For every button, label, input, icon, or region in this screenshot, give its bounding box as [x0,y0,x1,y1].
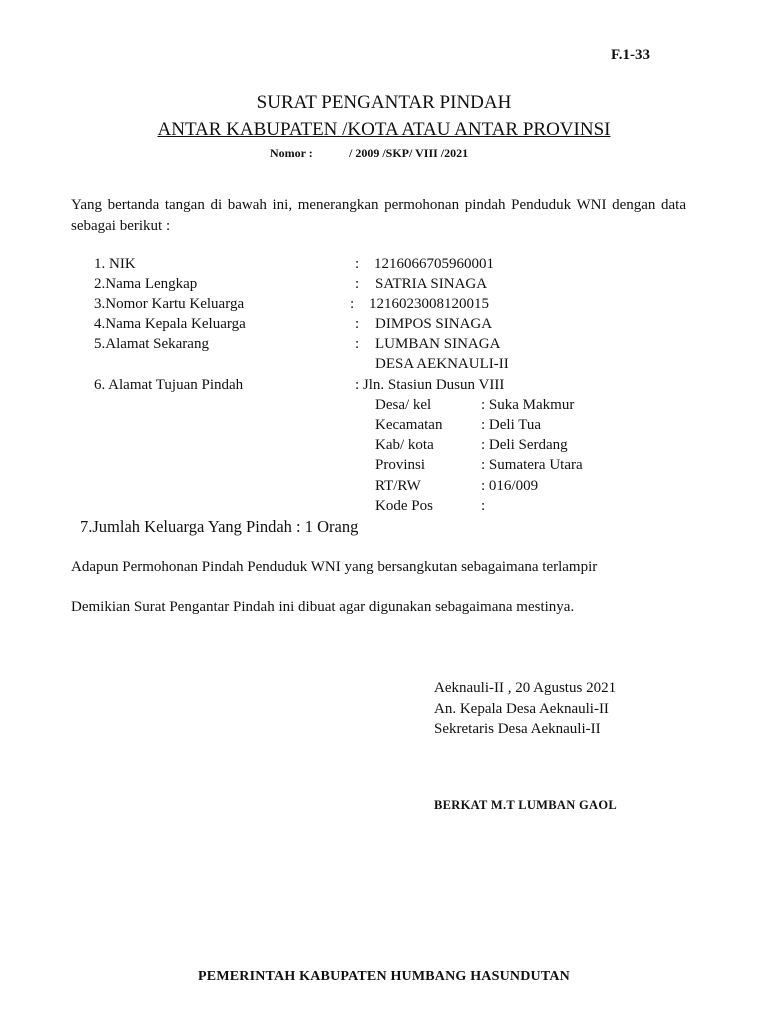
detail-value: : [481,498,486,514]
paragraph-demikian: Demikian Surat Pengantar Pindah ini dibuat agar digunakan sebagaimana mestinya. [71,599,575,615]
field-label: 2.Nama Lengkap [94,276,198,292]
document-title: SURAT PENGANTAR PINDAH [256,92,512,113]
detail-value: : Suka Makmur [481,397,575,413]
field-row-kk [0,296,768,316]
field-value: DESA AEKNAULI-II [375,356,509,372]
tujuan-detail-row [0,437,768,457]
signature-position: An. Kepala Desa Aeknauli-II [434,701,609,717]
tujuan-detail-row [0,478,768,498]
field-row-nama [0,276,768,296]
field-row-tujuan [0,377,768,397]
field-colon: : [355,336,360,352]
intro-paragraph: Yang bertanda tangan di bawah ini, menerangkan permohonan pindah Penduduk WNI dengan data sebagai berikut : [71,197,686,234]
field-row-alamat-cont [0,356,768,376]
field-value: LUMBAN SINAGA [375,336,501,352]
detail-value: : Sumatera Utara [481,457,583,473]
form-code: F.1-33 [611,47,651,63]
signatory-name: BERKAT M.T LUMBAN GAOL [434,798,618,812]
detail-label: RT/RW [375,478,421,494]
detail-label: Kode Pos [375,498,433,514]
field-colon: : [355,256,360,272]
nomor-label: Nomor : [270,146,313,160]
tujuan-detail-row [0,498,768,518]
field-value: DIMPOS SINAGA [375,316,493,332]
tujuan-detail-row [0,397,768,417]
field-value: SATRIA SINAGA [375,276,488,292]
detail-label: Kab/ kota [375,437,434,453]
field-label: 5.Alamat Sekarang [94,336,209,352]
field-label: 3.Nomor Kartu Keluarga [94,296,245,312]
field-colon: : [355,316,360,332]
tujuan-detail-row [0,457,768,477]
detail-label: Desa/ kel [375,397,432,413]
footer-government: PEMERINTAH KABUPATEN HUMBANG HASUNDUTAN [198,969,570,984]
field-value: 1216023008120015 [369,296,489,312]
detail-value: : Deli Serdang [481,437,568,453]
signature-title: Sekretaris Desa Aeknauli-II [434,721,601,737]
field-label: 1. NIK [94,256,136,272]
field-value: : Jln. Stasiun Dusun VIII [355,377,505,393]
jumlah-keluarga: 7.Jumlah Keluarga Yang Pindah : 1 Orang [80,517,359,536]
nomor-value: / 2009 /SKP/ VIII /2021 [349,146,469,160]
field-value: 1216066705960001 [374,256,494,272]
field-row-kepala [0,316,768,336]
detail-label: Provinsi [375,457,426,473]
field-colon: : [355,276,360,292]
field-row-alamat [0,336,768,356]
signature-place-date: Aeknauli-II , 20 Agustus 2021 [434,680,617,696]
detail-label: Kecamatan [375,417,443,433]
field-label: 4.Nama Kepala Keluarga [94,316,246,332]
field-label: 6. Alamat Tujuan Pindah [94,377,244,393]
document-subtitle: ANTAR KABUPATEN /KOTA ATAU ANTAR PROVINSI [157,119,611,140]
field-row-nik [0,256,768,276]
detail-value: : Deli Tua [481,417,542,433]
paragraph-adapun: Adapun Permohonan Pindah Penduduk WNI yang bersangkutan sebagaimana terlampir [71,559,598,575]
field-colon: : [350,296,355,312]
tujuan-detail-row [0,417,768,437]
detail-value: : 016/009 [481,478,539,494]
